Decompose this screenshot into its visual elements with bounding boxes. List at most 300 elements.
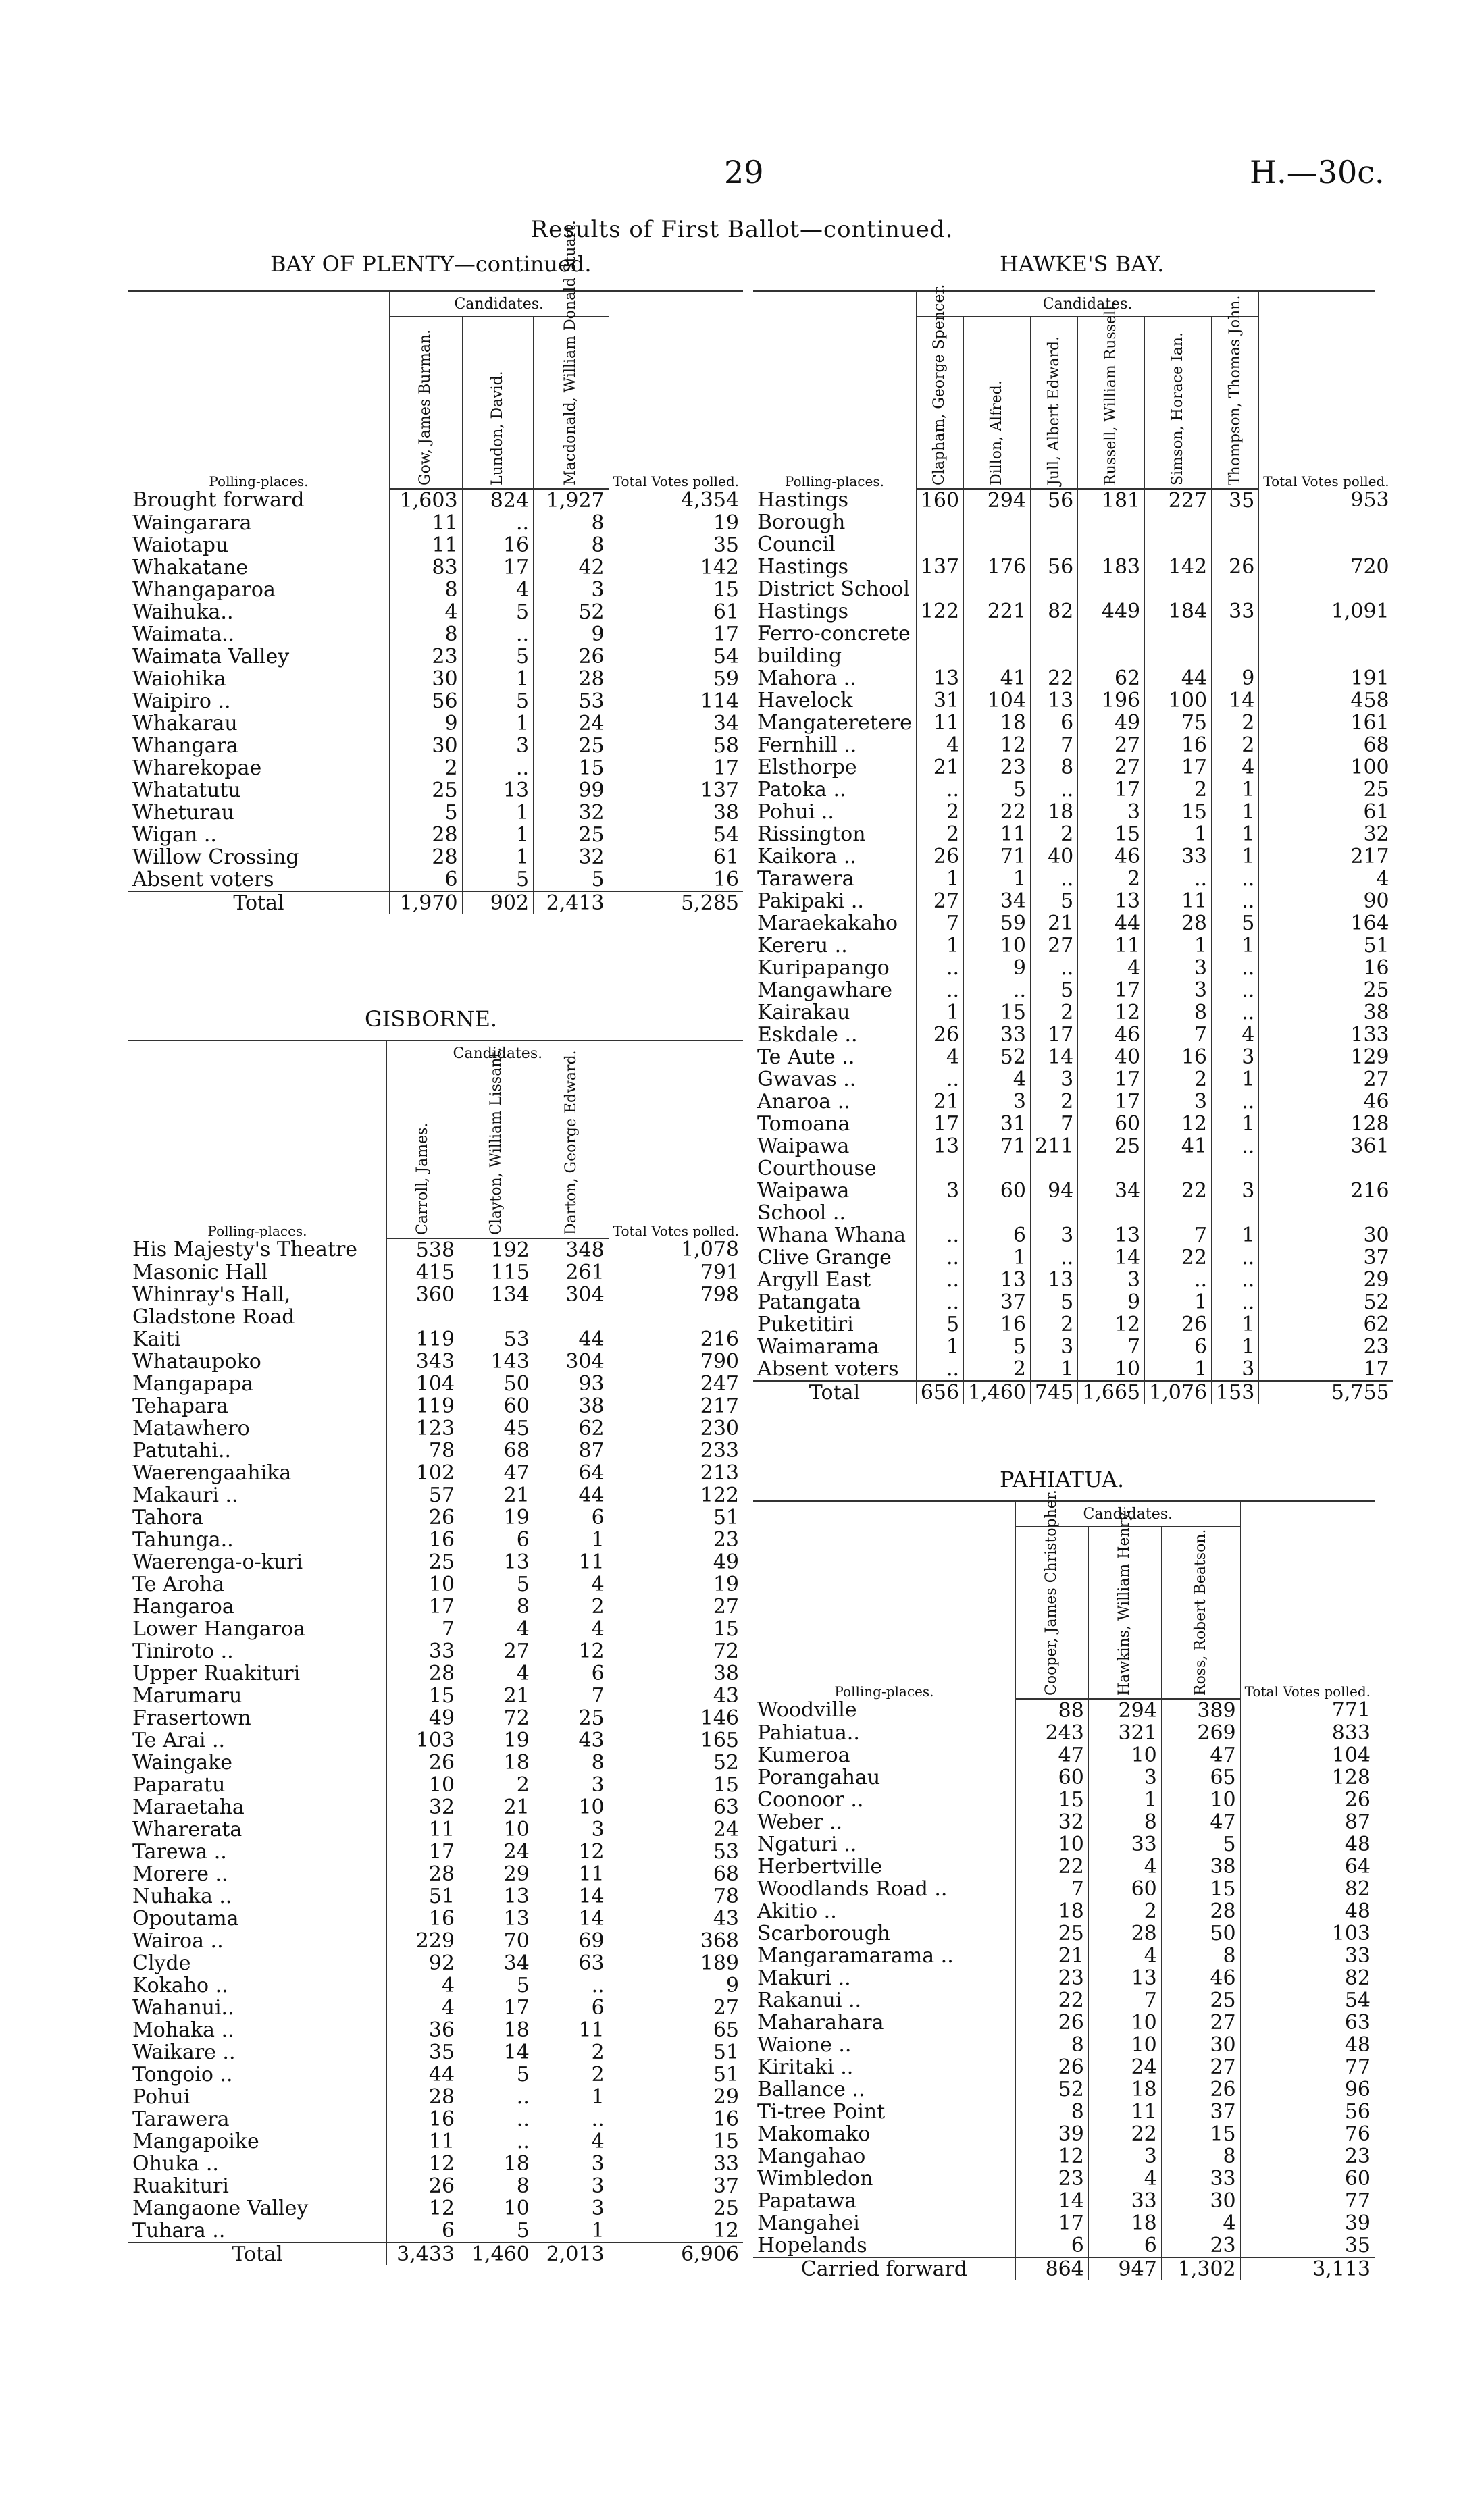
candidate-votes-cell: 2 [964,1358,1031,1381]
total-votes-cell: 129 [1259,1046,1393,1068]
candidate-votes-cell: 5 [459,1974,534,1997]
polling-place-cell: Mahora .. [757,666,856,690]
polling-place-cell: Pahiatua.. [757,1721,860,1745]
candidate-votes-cell: 4 [459,1662,534,1685]
candidate-votes-cell: 92 [386,1952,459,1974]
total-votes-cell: 133 [1259,1024,1393,1046]
polling-place-cell: Frasertown [132,1706,251,1730]
total-votes-cell: 15 [609,2130,743,2153]
polling-place-cell: Hastings Ferro-concrete building [757,600,911,668]
polling-place-cell: Pohui .. [757,800,834,824]
table-row [753,979,1393,1001]
candidate-votes-cell: .. [1145,868,1212,890]
table-row [128,802,743,824]
polling-place-cell: Papatawa [757,2189,857,2213]
total-votes-cell: 82 [1240,1967,1375,1989]
candidate-votes-cell: 13 [916,667,963,689]
table-row [753,1989,1375,2012]
polling-place-cell: Makauri .. [132,1484,238,1507]
candidate-votes-cell: 28 [386,2086,459,2108]
total-votes-cell: 216 [1259,1180,1393,1224]
table-row [753,1358,1393,1381]
candidate-votes-cell: 46 [1078,845,1145,868]
candidate-votes-cell: 2 [1078,868,1145,890]
candidate-votes-cell: 11 [389,512,462,534]
candidate-votes-cell: 2 [459,1774,534,1796]
candidate-votes-cell: 1 [1212,801,1259,823]
candidate-votes-cell: 5 [389,802,462,824]
candidate-votes-cell: 83 [389,556,462,579]
table-row [128,2175,743,2197]
total-votes-cell: 54 [609,824,743,846]
candidate-votes-cell: 11 [534,1551,609,1573]
candidate-votes-cell: 23 [1161,2234,1240,2257]
polling-place-cell: Argyll East [757,1268,871,1292]
table-row [753,1789,1375,1811]
candidate-votes-cell: 4 [916,734,963,756]
candidate-votes-cell: 25 [1078,1135,1145,1180]
candidate-votes-cell: 47 [459,1462,534,1484]
polling-places-header: Polling-places. [834,1683,934,1700]
candidate-votes-cell: 1 [916,1001,963,1024]
candidate-votes-cell: 11 [534,2019,609,2041]
candidate-votes-cell: 21 [916,756,963,779]
polling-place-cell: Mangahao [757,2145,866,2168]
candidate-votes-cell: 94 [1030,1180,1077,1224]
candidate-votes-cell: 30 [389,668,462,690]
polling-place-cell: Tarawera [757,867,854,891]
total-votes-cell: 12 [609,2220,743,2242]
candidate-votes-cell: 44 [386,2064,459,2086]
total-votes-cell: 52 [1259,1291,1393,1313]
candidate-votes-cell: 2 [534,2064,609,2086]
candidate-votes-cell: 221 [964,600,1031,667]
table-row [753,734,1393,756]
candidate-votes-cell: 12 [1145,1113,1212,1135]
candidate-votes-cell: 68 [459,1440,534,1462]
candidate-votes-cell: 5 [1030,890,1077,912]
polling-place-cell: Mangapoike [132,2130,259,2153]
gisborne-results-table [128,1041,743,2265]
candidate-votes-cell: 18 [1015,1900,1088,1922]
table-row [128,2064,743,2086]
candidate-votes-cell: 40 [1030,845,1077,868]
table-row [128,1328,743,1350]
total-votes-cell: 161 [1259,712,1393,734]
table-row [128,1885,743,1908]
candidate-votes-cell: 1 [462,712,534,735]
total-votes-cell: 48 [1240,1900,1375,1922]
candidate-votes-cell: 2 [534,1596,609,1618]
total-votes-cell: 77 [1240,2190,1375,2212]
table-row [753,2190,1375,2212]
candidate-votes-cell: 18 [1088,2078,1161,2101]
candidate-votes-cell: 1,927 [534,489,609,512]
table-row [128,1841,743,1863]
table-row [753,845,1393,868]
polling-place-cell: Makuri .. [757,1966,851,1990]
candidate-votes-cell: 52 [534,601,609,623]
candidate-votes-cell: 31 [916,689,963,712]
candidate-votes-cell: 30 [389,735,462,757]
candidate-votes-cell: 45 [459,1417,534,1440]
candidate-votes-cell: 3 [534,2175,609,2197]
candidate-votes-cell: .. [916,1291,963,1313]
candidate-votes-cell: 28 [1161,1900,1240,1922]
candidate-votes-cell: 64 [534,1462,609,1484]
total-votes-cell: 790 [609,1350,743,1373]
table-row [128,668,743,690]
polling-place-cell: Waione .. [757,2033,852,2057]
candidate-votes-cell: 3 [534,2197,609,2220]
candidate-votes-cell: .. [916,1358,963,1381]
candidate-votes-cell: 26 [386,1752,459,1774]
polling-place-cell: Tahunga.. [132,1528,234,1552]
table-row [128,712,743,735]
candidate-votes-cell: 15 [1078,823,1145,845]
total-votes-cell: 15 [609,1774,743,1796]
candidate-votes-cell: .. [1030,779,1077,801]
total-votes-cell: 72 [609,1640,743,1662]
total-votes-cell: 65 [609,2019,743,2041]
table-row [128,534,743,556]
table-row [753,1878,1375,1900]
candidate-votes-cell: 5 [459,1573,534,1596]
table-row [128,1818,743,1841]
polling-place-cell: Kaiti [132,1328,181,1351]
candidate-votes-cell: .. [964,979,1031,1001]
candidate-votes-cell: 28 [386,1863,459,1885]
candidate-votes-cell: 14 [1030,1046,1077,1068]
candidate-votes-cell: 176 [964,556,1031,600]
total-votes-cell: 128 [1240,1766,1375,1789]
candidate-votes-cell: 6 [389,868,462,891]
candidate-votes-cell: .. [1212,868,1259,890]
table-row [128,1573,743,1596]
candidate-votes-cell: 122 [916,600,963,667]
total-votes-cell: 164 [1259,912,1393,935]
candidate-votes-cell: 27 [459,1640,534,1662]
candidate-votes-cell: 1 [1030,1358,1077,1381]
candidate-votes-cell: 4 [1212,756,1259,779]
candidate-votes-cell: 41 [964,667,1031,689]
candidate-votes-cell: 196 [1078,689,1145,712]
total-votes-cell: 368 [609,1930,743,1952]
total-votes-cell: 3,113 [1240,2257,1375,2280]
candidate-votes-cell: 4 [1088,1945,1161,1967]
polling-place-cell: Waipawa Courthouse [757,1134,877,1180]
total-votes-header: Total Votes polled. [613,473,739,490]
polling-place-cell: Tomoana [757,1112,850,1136]
table-row [128,2197,743,2220]
total-votes-cell: 233 [609,1440,743,1462]
candidate-votes-cell: 2 [534,2041,609,2064]
candidate-header: Clapham, George Spencer. [931,284,948,485]
candidate-votes-cell: 19 [459,1506,534,1529]
total-votes-cell: 27 [1259,1068,1393,1091]
polling-place-cell: Whatatutu [132,779,241,802]
table-row [753,489,1393,556]
candidate-votes-cell: 38 [534,1395,609,1417]
candidate-votes-cell: 71 [964,845,1031,868]
candidate-votes-cell: 26 [534,646,609,668]
candidates-header: Candidates. [1015,1502,1240,1527]
total-votes-cell: 59 [609,668,743,690]
candidate-votes-cell: 4 [534,1573,609,1596]
total-votes-cell: 35 [1240,2234,1375,2257]
table-row [753,1833,1375,1856]
table-row [753,1269,1393,1291]
table-row [753,712,1393,734]
candidate-votes-cell: 8 [1030,756,1077,779]
candidate-votes-cell: 3 [1088,2145,1161,2168]
candidate-votes-cell: 1 [1212,1313,1259,1336]
polling-place-cell: Fernhill .. [757,733,857,757]
candidate-votes-cell: 137 [916,556,963,600]
candidate-votes-cell: 227 [1145,489,1212,556]
polling-place-cell: Maraetaha [132,1795,245,1819]
candidate-votes-cell: 30 [1161,2034,1240,2056]
candidate-votes-cell: 18 [459,2019,534,2041]
candidate-votes-cell: 4 [916,1046,963,1068]
candidate-votes-cell: 33 [1212,600,1259,667]
total-row [128,891,743,914]
candidate-header: Dillon, Alfred. [988,380,1006,485]
table-row [753,1336,1393,1358]
candidate-header: Simson, Horace Ian. [1169,332,1187,485]
polling-place-cell: Tarawera [132,2107,230,2131]
polling-place-cell: Wigan .. [132,823,217,847]
candidate-votes-cell: 13 [459,1885,534,1908]
polling-place-cell: Maraekakaho [757,912,898,935]
candidate-votes-cell: 15 [534,757,609,779]
candidate-votes-cell: 8 [389,623,462,646]
candidate-votes-cell: 18 [964,712,1031,734]
total-votes-cell: 30 [1259,1224,1393,1246]
table-row [753,2145,1375,2168]
candidate-votes-cell: 8 [459,2175,534,2197]
table-row [128,2086,743,2108]
candidate-votes-cell: 17 [386,1841,459,1863]
table-row [128,1284,743,1328]
total-votes-cell: 78 [609,1885,743,1908]
candidate-votes-cell: 25 [386,1551,459,1573]
candidate-votes-cell: 3 [916,1180,963,1224]
candidate-votes-cell: 2 [916,823,963,845]
candidates-header: Candidates. [386,1041,609,1066]
candidate-votes-cell: 8 [1015,2034,1088,2056]
table-row [753,1113,1393,1135]
candidate-votes-cell: 1,076 [1145,1381,1212,1404]
table-row [753,2078,1375,2101]
polling-place-cell: Tehapara [132,1394,228,1418]
candidate-votes-cell: .. [459,2086,534,2108]
table-row [753,2012,1375,2034]
candidate-votes-cell: 51 [386,1885,459,1908]
candidate-votes-cell: 35 [1212,489,1259,556]
table-row [753,1967,1375,1989]
candidate-votes-cell: 14 [1078,1246,1145,1269]
candidate-votes-cell: 7 [386,1618,459,1640]
candidate-votes-cell: .. [916,1224,963,1246]
polling-place-cell: Ohuka .. [132,2152,219,2176]
polling-place-cell: Kairakau [757,1001,850,1024]
candidate-votes-cell: 26 [1212,556,1259,600]
candidate-votes-cell: 8 [389,579,462,601]
candidate-votes-cell: .. [1212,1246,1259,1269]
polling-place-cell: Paparatu [132,1773,226,1797]
candidate-votes-cell: 184 [1145,600,1212,667]
candidate-votes-cell: 142 [1145,556,1212,600]
candidate-votes-cell: 46 [1078,1024,1145,1046]
polling-place-cell: Waihuka.. [132,600,234,624]
total-votes-cell: 43 [609,1908,743,1930]
candidate-votes-cell: 17 [386,1596,459,1618]
table-row [128,1618,743,1640]
candidate-votes-cell: 2 [1030,823,1077,845]
table-row [753,2168,1375,2190]
candidate-votes-cell: 26 [386,2175,459,2197]
candidate-votes-cell: 102 [386,1462,459,1484]
table-row [128,1529,743,1551]
candidate-votes-cell: 17 [1078,979,1145,1001]
candidate-votes-cell: 3 [1212,1180,1259,1224]
table-row [128,1395,743,1417]
total-votes-header: Total Votes polled. [1263,473,1389,490]
candidate-votes-cell: 15 [386,1685,459,1707]
candidate-votes-cell: 5 [964,1336,1031,1358]
candidate-votes-cell: 947 [1088,2257,1161,2280]
candidate-votes-cell: 22 [964,801,1031,823]
candidate-votes-cell: 5 [462,690,534,712]
candidate-votes-cell: 8 [1145,1001,1212,1024]
candidate-votes-cell: .. [462,757,534,779]
candidate-votes-cell: 13 [459,1551,534,1573]
candidate-votes-cell: 11 [964,823,1031,845]
candidate-votes-cell: 3 [1212,1358,1259,1381]
candidate-votes-cell: 3,433 [386,2242,459,2265]
candidate-votes-cell: 87 [534,1440,609,1462]
candidate-votes-cell: 3 [1145,979,1212,1001]
candidate-votes-cell: 62 [534,1417,609,1440]
candidate-votes-cell: .. [534,2108,609,2130]
candidate-votes-cell: 70 [459,1930,534,1952]
candidate-votes-cell: 1 [1088,1789,1161,1811]
polling-place-cell: Kuripapango [757,956,890,980]
candidate-votes-cell: 1 [462,802,534,824]
candidate-votes-cell: 13 [459,1908,534,1930]
table-row [753,912,1393,935]
table-row [753,1313,1393,1336]
candidate-votes-cell: 11 [389,534,462,556]
polling-place-cell: Mangawhare [757,978,892,1002]
total-votes-cell: 39 [1240,2212,1375,2234]
polling-place-cell: His Majesty's Theatre [132,1238,358,1261]
total-votes-cell: 68 [1259,734,1393,756]
table-row [753,2034,1375,2056]
candidate-votes-cell: 17 [1078,779,1145,801]
candidate-votes-cell: 10 [386,1573,459,1596]
table-row [128,489,743,512]
table-row [753,1246,1393,1269]
polling-place-cell: Maharahara [757,2011,884,2035]
total-votes-cell: 48 [1240,2034,1375,2056]
candidate-votes-cell: 3 [1212,1046,1259,1068]
candidate-votes-cell: 56 [1030,489,1077,556]
candidate-votes-cell: 1 [1145,1291,1212,1313]
candidate-votes-cell: 2 [1088,1900,1161,1922]
candidate-votes-cell: 13 [916,1135,963,1180]
candidate-votes-cell: 9 [1212,667,1259,689]
candidate-votes-cell: 304 [534,1284,609,1328]
total-votes-cell: 64 [1240,1856,1375,1878]
candidate-votes-cell: 34 [964,890,1031,912]
candidate-votes-cell: 4 [459,1618,534,1640]
total-votes-cell: 63 [609,1796,743,1818]
candidate-votes-cell: 13 [1088,1967,1161,1989]
candidate-votes-cell: 33 [1088,1833,1161,1856]
candidate-votes-cell: .. [1030,957,1077,979]
polling-place-cell: Waingake [132,1751,233,1775]
candidate-votes-cell: 18 [1088,2212,1161,2234]
candidate-votes-cell: 60 [1088,1878,1161,1900]
candidate-votes-cell: 26 [386,1506,459,1529]
candidate-votes-cell: 1,460 [964,1381,1031,1404]
candidate-votes-cell: 16 [462,534,534,556]
candidate-votes-cell: 6 [1015,2234,1088,2257]
total-votes-cell: 1,078 [609,1238,743,1261]
total-votes-cell: 61 [609,846,743,868]
candidate-votes-cell: 11 [1078,935,1145,957]
candidate-votes-cell: 17 [1078,1068,1145,1091]
candidate-votes-cell: 23 [964,756,1031,779]
table-row [128,2019,743,2041]
candidate-votes-cell: 13 [1078,890,1145,912]
candidate-votes-cell: 824 [462,489,534,512]
candidate-votes-cell: 38 [1161,1856,1240,1878]
candidate-votes-cell: 26 [916,1024,963,1046]
polling-place-cell: Gwavas .. [757,1068,856,1091]
table-row [753,935,1393,957]
total-votes-cell: 25 [1259,979,1393,1001]
candidate-votes-cell: 23 [1015,2168,1088,2190]
candidate-votes-cell: 18 [459,1752,534,1774]
polling-place-cell: Pohui [132,2085,190,2109]
polling-place-cell: Morere .. [132,1862,228,1886]
candidate-votes-cell: 14 [1212,689,1259,712]
candidate-votes-cell: 31 [964,1113,1031,1135]
candidate-votes-cell: 15 [1015,1789,1088,1811]
candidate-votes-cell: .. [1030,1246,1077,1269]
total-votes-cell: 833 [1240,1722,1375,1744]
candidate-votes-cell: 21 [459,1685,534,1707]
candidate-votes-cell: 1 [916,1336,963,1358]
polling-place-cell: Nuhaka .. [132,1885,232,1908]
candidate-votes-cell: 69 [534,1930,609,1952]
polling-place-cell: Anaroa .. [757,1090,850,1113]
candidate-votes-cell: 2 [1145,1068,1212,1091]
candidate-votes-cell: 25 [1015,1922,1088,1945]
table-row [753,2212,1375,2234]
candidate-votes-cell: 103 [386,1729,459,1752]
candidate-votes-cell: 52 [964,1046,1031,1068]
section-title-hawkes-bay: HAWKE'S BAY. [1000,251,1165,277]
candidate-header: Thompson, Thomas John. [1226,295,1244,485]
total-votes-cell: 43 [609,1685,743,1707]
candidate-votes-cell: 47 [1161,1811,1240,1833]
candidate-votes-cell: 17 [1015,2212,1088,2234]
candidate-votes-cell: 16 [1145,734,1212,756]
